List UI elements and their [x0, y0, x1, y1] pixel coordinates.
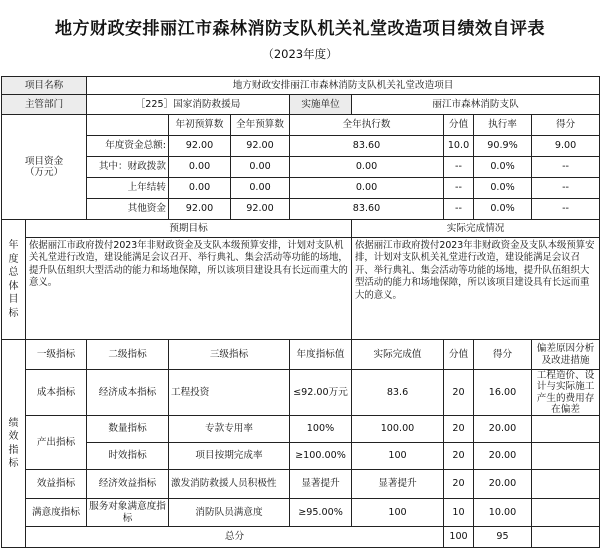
ind-l1: 效益指标 [26, 470, 87, 499]
funds-row-fiscal [2, 157, 600, 178]
funds-cell: 90.9% [474, 136, 532, 157]
ind-l1: 产出指标 [26, 416, 87, 470]
funds-row-other [2, 199, 600, 220]
funds-cell: -- [532, 157, 600, 178]
funds-cell: 0.00 [231, 178, 290, 199]
ind-actual: 100.00 [352, 416, 444, 443]
ind-target: ≥100.00% [290, 443, 352, 470]
funds-row-label: 上年结转 [87, 178, 169, 199]
total-score: 100 [444, 527, 474, 548]
ind-l3: 项目按期完成率 [169, 443, 290, 470]
project-name-label: 项目名称 [2, 77, 87, 95]
funds-cell: 83.60 [290, 136, 444, 157]
funds-header-score: 分值 [444, 115, 474, 136]
ind-l3: 激发消防救援人员积极性 [169, 470, 290, 499]
ind-header: 实际完成值 [352, 340, 444, 370]
funds-cell: -- [532, 178, 600, 199]
funds-cell: 0.0% [474, 178, 532, 199]
funds-cell: 0.00 [169, 178, 231, 199]
ind-l2: 服务对象满意度指标 [87, 499, 169, 527]
goals-actual-text: 依据丽江市政府拨付2023年非财政资金及支队本级预算安排，计划对支队机关礼堂进行改造，建设能满足会议召开、举行典礼、集会活动等功能的场地，提升队伍组织大型活动的能力和场地保障，所以该项目建设具有长远而重大的意义。 [352, 238, 600, 340]
ind-header: 二级指标 [87, 340, 169, 370]
funds-header-rate: 执行率 [474, 115, 532, 136]
goals-expected-text: 依据丽江市政府拨付2023年非财政资金及支队本级预算安排，计划对支队机关礼堂进行改造，建设能满足会议召开、举行典礼、集会活动等功能的场地，提升队伍组织大型活动的能力和场地保障，所以该项目建设具有长远而重大的意义。 [26, 238, 352, 340]
page-title: 地方财政安排丽江市森林消防支队机关礼堂改造项目绩效自评表 [55, 19, 545, 39]
project-name-value: 地方财政安排丽江市森林消防支队机关礼堂改造项目 [87, 77, 600, 95]
funds-cell: 83.60 [290, 199, 444, 220]
ind-header: 偏差原因分析及改进措施 [532, 340, 600, 370]
ind-reason: 工程造价、设计与实际施工产生的费用存在偏差 [532, 370, 600, 416]
ind-header: 一级指标 [26, 340, 87, 370]
funds-row-label: 其中：财政拨款 [87, 157, 169, 178]
ind-row-benefit [2, 470, 600, 499]
ind-target: ≥95.00% [290, 499, 352, 527]
total-label: 总分 [26, 527, 444, 548]
ind-actual: 83.6 [352, 370, 444, 416]
goals-text-row [2, 238, 600, 340]
dept-label: 主管部门 [2, 95, 87, 115]
ind-l2: 经济成本指标 [87, 370, 169, 416]
funds-cell: 0.00 [290, 157, 444, 178]
ind-score: 20 [444, 470, 474, 499]
project-name-row [2, 77, 600, 95]
funds-row-label: 其他资金 [87, 199, 169, 220]
ind-target: ≤92.00万元 [290, 370, 352, 416]
ind-header: 年度指标值 [290, 340, 352, 370]
funds-cell: 0.00 [169, 157, 231, 178]
evaluation-table [1, 76, 600, 548]
funds-cell: -- [444, 157, 474, 178]
indicators-header-row [2, 340, 600, 370]
ind-reason [532, 443, 600, 470]
funds-row-total [2, 136, 600, 157]
ind-row-cost [2, 370, 600, 416]
ind-header: 三级指标 [169, 340, 290, 370]
ind-target: 100% [290, 416, 352, 443]
funds-header-executed: 全年执行数 [290, 115, 444, 136]
ind-reason [532, 416, 600, 443]
ind-row-timeliness [2, 443, 600, 470]
ind-l1: 满意度指标 [26, 499, 87, 527]
ind-actual: 100 [352, 443, 444, 470]
ind-actual: 100 [352, 499, 444, 527]
funds-cell: 0.00 [290, 178, 444, 199]
ind-l3: 专款专用率 [169, 416, 290, 443]
year-subtitle: （2023年度） [262, 47, 338, 61]
ind-target: 显著提升 [290, 470, 352, 499]
unit-label: 实施单位 [290, 95, 352, 115]
ind-l3: 消防队员满意度 [169, 499, 290, 527]
funds-row-carryover [2, 178, 600, 199]
funds-row-label: 年度资金总额: [87, 136, 169, 157]
ind-score: 20 [444, 416, 474, 443]
ind-got: 20.00 [474, 443, 532, 470]
goals-header-row [2, 220, 600, 238]
funds-header-annual: 全年预算数 [231, 115, 290, 136]
funds-cell: -- [444, 178, 474, 199]
funds-cell: 92.00 [231, 199, 290, 220]
ind-got: 20.00 [474, 416, 532, 443]
funds-cell: 92.00 [169, 136, 231, 157]
funds-cell: -- [444, 199, 474, 220]
ind-got: 16.00 [474, 370, 532, 416]
total-reason [532, 527, 600, 548]
dept-value: ［225］国家消防救援局 [87, 95, 290, 115]
ind-l2: 经济效益指标 [87, 470, 169, 499]
ind-actual: 显著提升 [352, 470, 444, 499]
goals-expected-header: 预期目标 [26, 220, 352, 238]
ind-header: 分值 [444, 340, 474, 370]
funds-cell: 9.00 [532, 136, 600, 157]
total-got: 95 [474, 527, 532, 548]
funds-cell: 10.0 [444, 136, 474, 157]
dept-row [2, 95, 600, 115]
goals-side-label: 年 度 总 体 目 标 [2, 220, 26, 340]
ind-l1: 成本指标 [26, 370, 87, 416]
ind-got: 20.00 [474, 470, 532, 499]
ind-row-satisfaction [2, 499, 600, 527]
ind-row-quantity [2, 416, 600, 443]
ind-reason [532, 499, 600, 527]
funds-side-label-2: （万元） [24, 167, 64, 178]
funds-side-label [2, 115, 87, 220]
ind-score: 20 [444, 370, 474, 416]
funds-cell: 0.0% [474, 199, 532, 220]
funds-cell: -- [532, 199, 600, 220]
indicators-side-label: 绩效 指标 [2, 340, 26, 548]
ind-l3: 工程投资 [169, 370, 290, 416]
goals-actual-header: 实际完成情况 [352, 220, 600, 238]
ind-score: 20 [444, 443, 474, 470]
funds-header-row [2, 115, 600, 136]
funds-side-label-1: 项目资金 [24, 155, 64, 167]
funds-header-blank [87, 115, 169, 136]
funds-cell: 92.00 [169, 199, 231, 220]
ind-reason [532, 470, 600, 499]
ind-score: 10 [444, 499, 474, 527]
ind-l2: 时效指标 [87, 443, 169, 470]
unit-value: 丽江市森林消防支队 [352, 95, 600, 115]
funds-cell: 92.00 [231, 136, 290, 157]
funds-header-initial: 年初预算数 [169, 115, 231, 136]
funds-cell: 0.0% [474, 157, 532, 178]
funds-cell: 0.00 [231, 157, 290, 178]
funds-header-got: 得分 [532, 115, 600, 136]
ind-header: 得分 [474, 340, 532, 370]
total-row [2, 527, 600, 548]
ind-got: 10.00 [474, 499, 532, 527]
ind-l2: 数量指标 [87, 416, 169, 443]
